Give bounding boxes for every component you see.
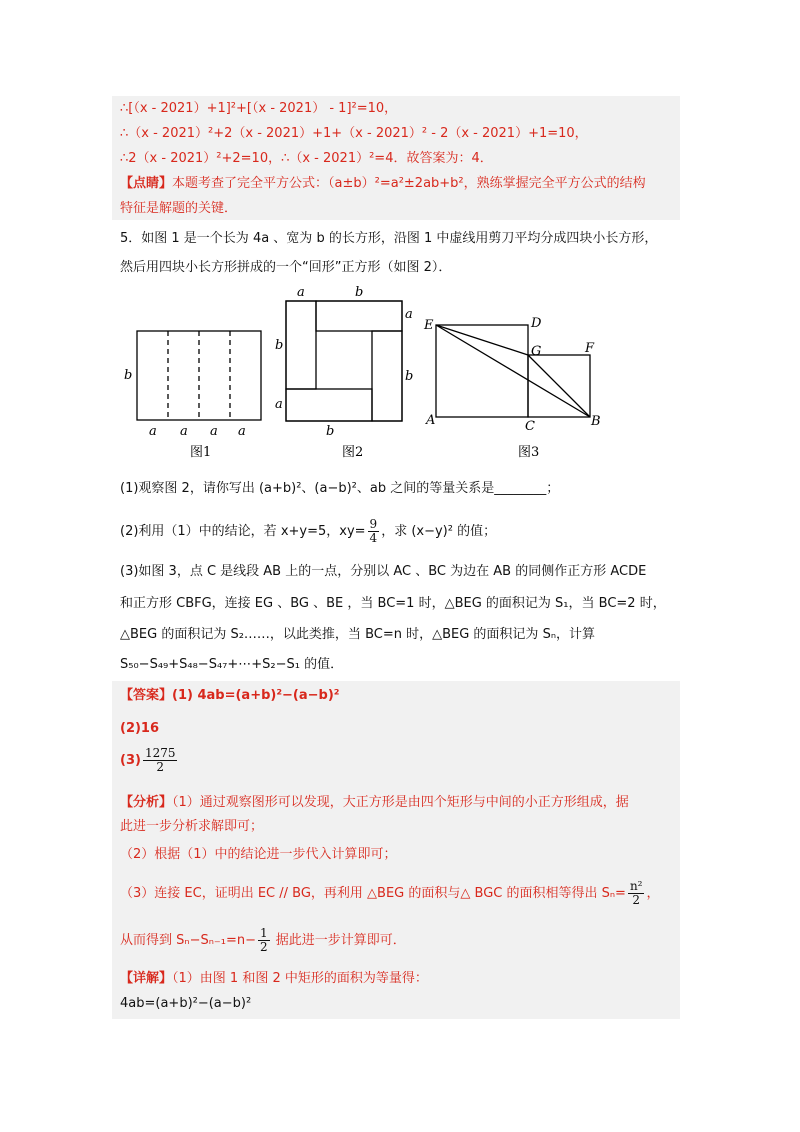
answer-1: (1) 4ab=(a+b)²−(a−b)² (172, 688, 340, 703)
fig3-point-G: G (531, 344, 542, 359)
analysis-5-num: 1 (260, 926, 268, 940)
detail-line-2: 4ab=(a+b)²−(a−b)² (120, 996, 252, 1011)
question-3-line-4: S₅₀−S₄₉+S₄₈−S₄₇+⋯+S₂−S₁ 的值． (120, 657, 344, 672)
fig3-point-E: E (424, 318, 434, 333)
fig2-caption: 图2 (342, 445, 364, 460)
answer-3 (120, 746, 179, 776)
fig2-bottom-label: b (326, 424, 335, 439)
fig3-caption: 图3 (518, 445, 540, 460)
top-line-3: ∴2（x - 2021）²+2=10，∴（x - 2021）²=4．故答案为：4． (120, 151, 493, 166)
analysis-line-5 (120, 925, 406, 957)
analysis-text-1: （1）通过观察图形可以发现，大正方形是由四个矩形与中间的小正方形组成，据 (172, 795, 629, 810)
fig3-point-F: F (585, 341, 595, 356)
fig2-right-label-2: b (405, 369, 414, 384)
question-1: (1)观察图 2，请你写出 (a+b)²、(a−b)²、ab 之间的等量关系是________； (120, 481, 560, 496)
comment-line-2: 特征是解题的关键． (120, 201, 238, 216)
analysis-line-1 (120, 793, 629, 813)
fig3-point-A: A (426, 413, 436, 428)
fig1-bottom-label-1: a (149, 424, 157, 439)
analysis-4-text-b: ， (646, 886, 660, 901)
answer-tag: 【答案】 (120, 688, 173, 703)
question-2 (120, 517, 496, 547)
analysis-line-4 (120, 877, 660, 911)
analysis-5-text-b: 据此进一步计算即可． (271, 933, 406, 948)
figure-2 (275, 285, 413, 460)
fig3-point-C: C (525, 419, 535, 434)
fig2-top-label-1: a (297, 285, 305, 300)
problem-line-1: 5．如图 1 是一个长为 4a 、宽为 b 的长方形，沿图 1 中虚线用剪刀平均分成四块小长方形， (120, 231, 658, 246)
fig2-left-label-2: a (275, 397, 283, 412)
fig1-bottom-label-2: a (180, 424, 188, 439)
analysis-line-2: 此进一步分析求解即可； (120, 819, 264, 834)
question-2-frac-num: 9 (369, 517, 378, 531)
figure-1 (124, 331, 261, 460)
answer-3-num: 1275 (144, 746, 176, 760)
detail-text-1: （1）由图 1 和图 2 中矩形的面积为等量得： (172, 971, 428, 986)
question-2-text-b: ，求 (x−y)² 的值； (381, 524, 497, 539)
fig1-bottom-label-4: a (238, 424, 246, 439)
answer-3-fraction (143, 747, 178, 774)
problem-line-2: 然后用四块小长方形拼成的一个“回形”正方形（如图 2）． (120, 260, 452, 275)
analysis-5-fraction (258, 927, 270, 954)
question-3-line-2: 和正方形 CBFG，连接 EG 、BG 、BE ，当 BC=1 时，△BEG 的面积记为 S₁，当 BC=2 时， (120, 596, 666, 611)
fig1-bottom-label-3: a (210, 424, 218, 439)
detail-line-1 (120, 969, 428, 989)
answer-3-den: 2 (156, 760, 165, 774)
fig1-side-label: b (124, 368, 133, 383)
top-line-2: ∴（x - 2021）²+2（x - 2021）+1+（x - 2021）² - 2（x - 2021）+1=10， (120, 126, 588, 141)
analysis-line-3: （2）根据（1）中的结论进一步代入计算即可； (120, 847, 397, 862)
analysis-4-num: n² (629, 879, 643, 893)
question-2-fraction (368, 518, 380, 545)
question-3-line-1: (3)如图 3，点 C 是线段 AB 上的一点，分别以 AC 、BC 为边在 AB 的同侧作正方形 ACDE (120, 564, 647, 579)
fig3-point-B: B (591, 414, 601, 429)
analysis-tag: 【分析】 (120, 795, 173, 810)
question-2-frac-den: 4 (369, 531, 378, 545)
detail-tag: 【详解】 (120, 971, 173, 986)
question-2-text-a: (2)利用（1）中的结论，若 x+y=5，xy= (120, 524, 366, 539)
comment-line-1 (120, 174, 646, 194)
fig2-right-label-1: a (405, 307, 413, 322)
fig1-caption: 图1 (190, 445, 212, 460)
analysis-4-fraction (628, 880, 645, 907)
analysis-4-text-a: （3）连接 EC，证明出 EC // BG，再利用 △BEG 的面积与△ BGC 的面积相等得出 Sₙ= (120, 886, 626, 901)
comment-text-a: 本题考查了完全平方公式：（a±b）²=a²±2ab+b²，熟练掌握完全平方公式的结构 (172, 176, 646, 191)
fig2-top-label-2: b (355, 285, 364, 300)
fig3-point-D: D (531, 316, 542, 331)
answer-3-prefix: (3) (120, 753, 141, 768)
top-line-1: ∴[（x - 2021）+1]²+[（x - 2021） - 1]²=10， (120, 101, 398, 116)
figure-3 (423, 316, 601, 460)
analysis-5-text-a: 从而得到 Sₙ−Sₙ₋₁=n− (120, 933, 256, 948)
question-3-line-3: △BEG 的面积记为 S₂……，以此类推，当 BC=n 时，△BEG 的面积记为 Sₙ，计算 (120, 627, 595, 642)
figures (0, 285, 800, 460)
analysis-4-den: 2 (632, 893, 641, 907)
analysis-5-den: 2 (260, 940, 268, 954)
comment-tag: 【点睛】 (120, 176, 173, 191)
answer-line-1 (120, 686, 339, 706)
answer-2: (2)16 (120, 721, 160, 736)
fig2-left-label-1: b (275, 338, 284, 353)
